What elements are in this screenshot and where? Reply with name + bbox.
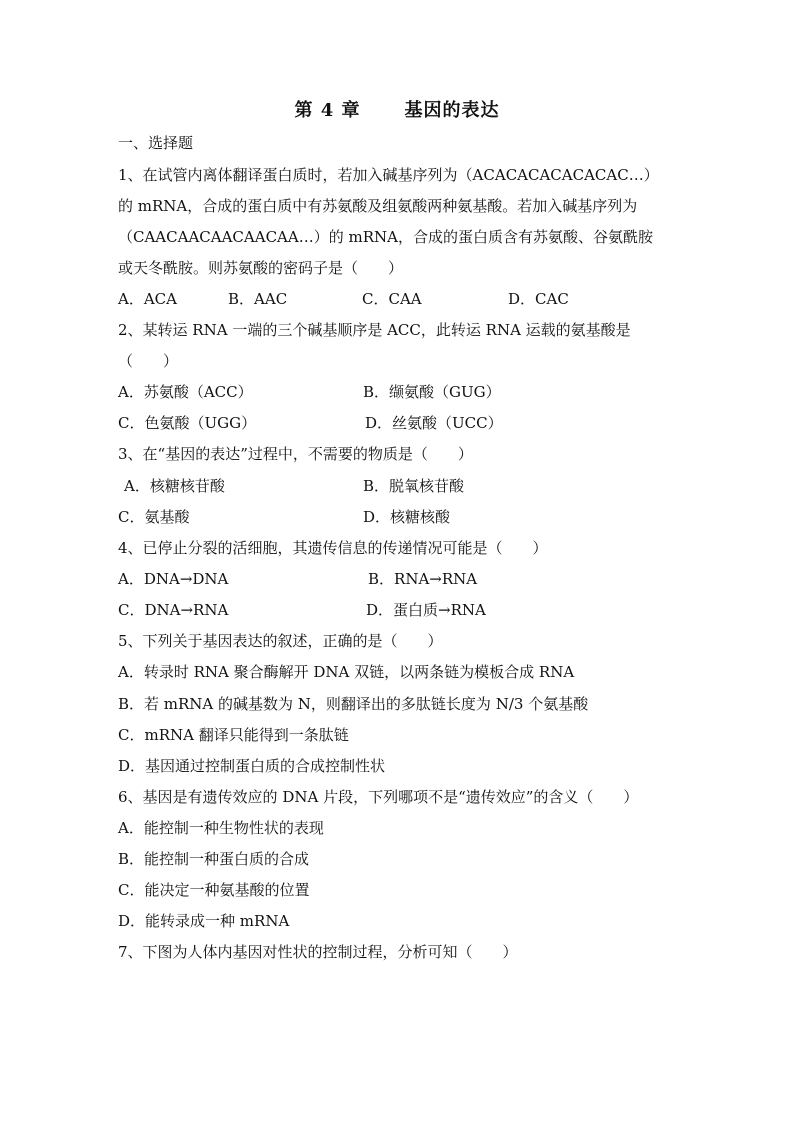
question-4-option-d: D．蛋白质→RNA: [366, 601, 486, 619]
section-heading: 一、选择题: [118, 134, 194, 152]
title-topic: 基因的表达: [404, 100, 500, 121]
question-4-option-b: B．RNA→RNA: [368, 570, 478, 588]
question-5-option-a: A．转录时 RNA 聚合酶解开 DNA 双链，以两条链为模板合成 RNA: [118, 663, 575, 681]
question-1-option-a: A．ACA: [118, 290, 177, 308]
question-2-option-c: C．色氨酸（UGG）: [118, 414, 257, 432]
question-1-option-d: D．CAC: [508, 290, 569, 308]
title-chapter: 第 4 章: [294, 100, 361, 121]
question-5-option-b: B．若 mRNA 的碱基数为 N，则翻译出的多肽链长度为 N/3 个氨基酸: [118, 695, 589, 713]
question-3-option-c: C．氨基酸: [118, 508, 190, 526]
question-7-line-1: 7、下图为人体内基因对性状的控制过程，分析可知（ ）: [118, 943, 518, 961]
question-2-line-1: 2、某转运 RNA 一端的三个碱基顺序是 ACC，此转运 RNA 运载的氨基酸是: [118, 321, 631, 339]
question-3-option-a: A．核糖核苷酸: [124, 477, 225, 495]
question-1-line-1: 1、在试管内离体翻译蛋白质时，若加入碱基序列为（ACACACACACACAC…）: [118, 166, 659, 184]
question-6-option-a: A．能控制一种生物性状的表现: [118, 819, 324, 837]
question-4-option-c: C．DNA→RNA: [118, 601, 229, 619]
question-1-option-b: B．AAC: [228, 290, 288, 308]
question-2-option-d: D．丝氨酸（UCC）: [365, 414, 503, 432]
question-5-option-c: C．mRNA 翻译只能得到一条肽链: [118, 726, 349, 744]
question-4-line-1: 4、已停止分裂的活细胞，其遗传信息的传递情况可能是（ ）: [118, 539, 548, 557]
question-3-option-d: D．核糖核酸: [363, 508, 451, 526]
question-1-line-2: 的 mRNA，合成的蛋白质中有苏氨酸及组氨酸两种氨基酸。若加入碱基序列为: [118, 197, 638, 215]
question-1-line-3: （CAACAACAACAACAA…）的 mRNA，合成的蛋白质含有苏氨酸、谷氨酰胺: [118, 228, 653, 246]
question-6-option-b: B．能控制一种蛋白质的合成: [118, 850, 310, 868]
question-6-option-c: C．能决定一种氨基酸的位置: [118, 881, 310, 899]
question-3-option-b: B．脱氧核苷酸: [363, 477, 465, 495]
question-3-line-1: 3、在“基因的表达”过程中，不需要的物质是（ ）: [118, 445, 473, 463]
question-1-option-c: C．CAA: [362, 290, 422, 308]
question-2-line-2: （ ）: [118, 352, 179, 370]
question-5-line-1: 5、下列关于基因表达的叙述，正确的是（ ）: [118, 632, 443, 650]
question-1-line-4: 或天冬酰胺。则苏氨酸的密码子是（ ）: [118, 259, 404, 277]
question-5-option-d: D．基因通过控制蛋白质的合成控制性状: [118, 757, 386, 775]
question-2-option-b: B．缬氨酸（GUG）: [363, 383, 501, 401]
question-2-option-a: A．苏氨酸（ACC）: [118, 383, 253, 401]
question-4-option-a: A．DNA→DNA: [118, 570, 229, 588]
question-6-line-1: 6、基因是有遗传效应的 DNA 片段，下列哪项不是“遗传效应”的含义（ ）: [118, 788, 639, 806]
question-6-option-d: D．能转录成一种 mRNA: [118, 912, 290, 930]
page-title: [0, 96, 794, 122]
